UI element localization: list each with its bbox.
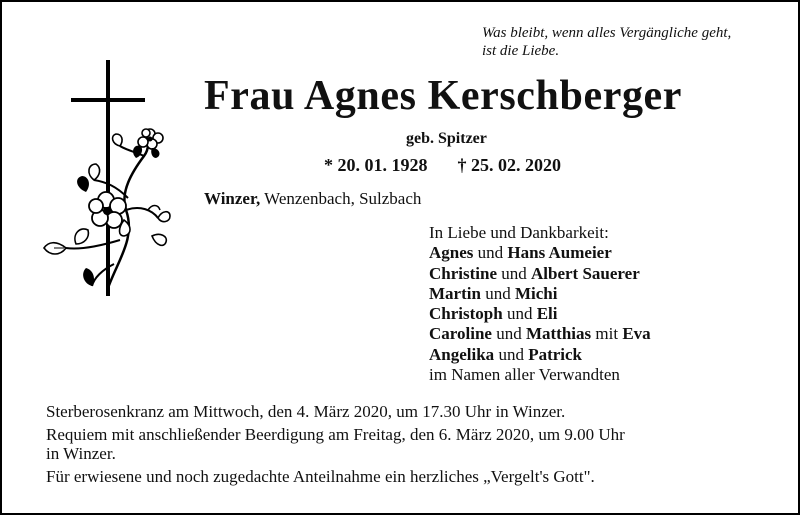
- rosary-info: Sterberosenkranz am Mittwoch, den 4. März 2020, um 17.30 Uhr in Winzer.: [46, 402, 566, 421]
- mourners-closing: im Namen aller Verwandten: [429, 365, 620, 385]
- mourner-name: Eli: [536, 304, 558, 324]
- mourner-name: Matthias: [525, 324, 592, 344]
- mourner-name: Hans Aumeier: [507, 243, 612, 263]
- connector-word: und: [477, 243, 504, 263]
- connector-word: und: [485, 283, 511, 303]
- mourner-name: Christine: [429, 263, 497, 283]
- mourner-name: Michi: [514, 283, 558, 303]
- life-dates: [324, 155, 561, 176]
- service-information: [46, 402, 786, 490]
- mourner-name: Patrick: [528, 344, 583, 364]
- mourner-line: [429, 324, 651, 344]
- mourner-line: [429, 243, 651, 263]
- mourner-name: Caroline: [429, 324, 492, 344]
- requiem-line-1: Requiem mit anschließender Beerdigung am Freitag, den 6. März 2020, um 9.00 Uhr: [46, 425, 625, 444]
- thanks-note: Für erwiesene und noch zugedachte Anteilnahme ein herzliches „Vergelt's Gott".: [46, 467, 595, 486]
- connector-word: und: [501, 263, 527, 283]
- motto-quote: [482, 24, 782, 60]
- mourner-name: Agnes: [429, 243, 474, 263]
- maiden-name: geb. Spitzer: [406, 130, 487, 147]
- places-other: Wenzenbach, Sulzbach: [264, 189, 422, 208]
- mourner-line: [429, 345, 651, 365]
- mourner-name: Eva: [622, 324, 651, 344]
- mourner-name: Christoph: [429, 304, 503, 324]
- mourner-line: [429, 304, 651, 324]
- requiem-line-2: in Winzer.: [46, 444, 116, 463]
- with-word: mit: [595, 324, 619, 344]
- mourner-line: [429, 264, 651, 284]
- connector-word: und: [496, 324, 522, 344]
- places-of-residence: [204, 189, 421, 209]
- connector-word: und: [506, 304, 533, 324]
- mourners-intro: In Liebe und Dankbarkeit:: [429, 223, 609, 242]
- mourner-line: [429, 284, 651, 304]
- mourner-name: Angelika: [429, 344, 495, 364]
- death-date: † 25. 02. 2020: [457, 155, 561, 175]
- deceased-name: Frau Agnes Kerschberger: [204, 73, 683, 119]
- mourner-name: Martin: [429, 283, 481, 303]
- mourners-list: [429, 223, 651, 385]
- place-main: Winzer,: [204, 189, 261, 208]
- requiem-info: [46, 425, 786, 463]
- mourner-name: Albert Sauerer: [531, 263, 640, 283]
- birth-date: * 20. 01. 1928: [324, 155, 428, 175]
- connector-word: und: [498, 344, 524, 364]
- motto-line-2: ist die Liebe.: [482, 43, 560, 59]
- cross-with-flowers-icon: [40, 60, 180, 300]
- motto-line-1: Was bleibt, wenn alles Vergängliche geht,: [482, 25, 732, 41]
